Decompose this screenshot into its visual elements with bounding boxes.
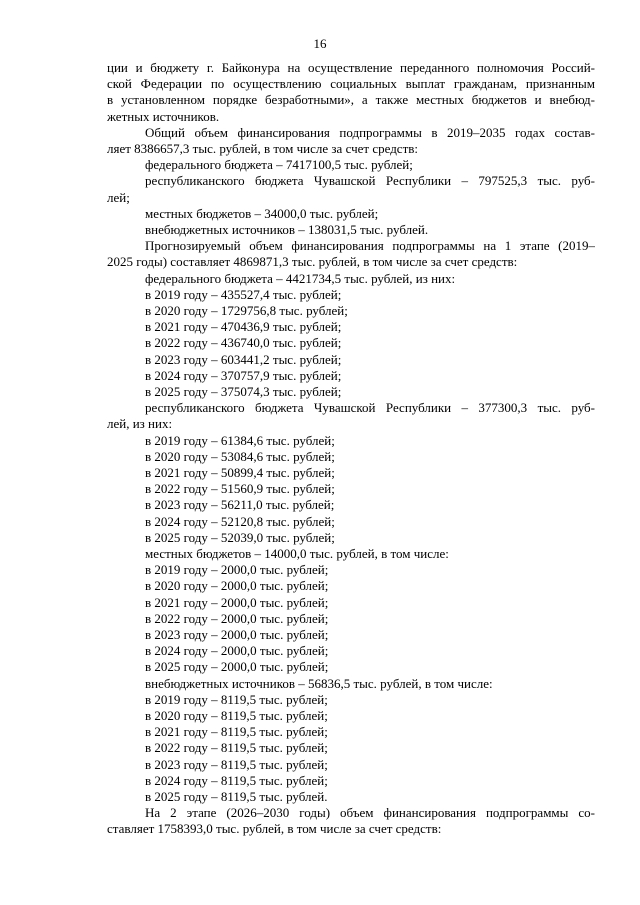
text-line: в 2020 году – 1729756,8 тыс. рублей; bbox=[145, 302, 348, 318]
text-line: в 2025 году – 375074,3 тыс. рублей; bbox=[145, 383, 342, 399]
document-body bbox=[107, 60, 595, 838]
text-line: в 2021 году – 470436,9 тыс. рублей; bbox=[145, 319, 342, 335]
text-line: в 2019 году – 61384,6 тыс. рублей; bbox=[145, 432, 335, 448]
text-line: 2025 годы) составляет 4869871,3 тыс. рублей, в том числе за счет средств: bbox=[107, 254, 518, 270]
text-line: в 2022 году – 436740,0 тыс. рублей; bbox=[145, 335, 342, 351]
text-line: в 2025 году – 8119,5 тыс. рублей. bbox=[145, 789, 328, 805]
text-line: в 2023 году – 8119,5 тыс. рублей; bbox=[145, 756, 328, 772]
text-line: ции и бюджету г. Байконура на осуществление переданного полномочия Россий- bbox=[107, 60, 595, 75]
text-line: в 2022 году – 2000,0 тыс. рублей; bbox=[145, 610, 329, 626]
text-line: лей, из них: bbox=[107, 416, 173, 432]
text-line: ляет 8386657,3 тыс. рублей, в том числе за счет средств: bbox=[107, 140, 419, 156]
text-line: в 2020 году – 8119,5 тыс. рублей; bbox=[145, 708, 328, 724]
text-line: лей; bbox=[107, 189, 130, 205]
text-line: в 2024 году – 370757,9 тыс. рублей; bbox=[145, 367, 342, 383]
text-line: в 2022 году – 8119,5 тыс. рублей; bbox=[145, 740, 328, 756]
text-line: в 2023 году – 603441,2 тыс. рублей; bbox=[145, 351, 342, 367]
text-line: в 2020 году – 53084,6 тыс. рублей; bbox=[145, 448, 335, 464]
text-line: в 2019 году – 435527,4 тыс. рублей; bbox=[145, 286, 342, 302]
text-line: в 2019 году – 8119,5 тыс. рублей; bbox=[145, 691, 328, 707]
text-line: в 2023 году – 56211,0 тыс. рублей; bbox=[145, 497, 335, 513]
text-line: в 2023 году – 2000,0 тыс. рублей; bbox=[145, 627, 329, 642]
text-line: в 2024 году – 8119,5 тыс. рублей; bbox=[145, 772, 328, 788]
text-line: внебюджетных источников – 56836,5 тыс. рублей, в том числе: bbox=[145, 675, 493, 691]
text-line: в 2025 году – 2000,0 тыс. рублей; bbox=[145, 659, 329, 675]
text-line: в 2025 году – 52039,0 тыс. рублей; bbox=[145, 529, 335, 545]
text-line: федерального бюджета – 4421734,5 тыс. рублей, из них: bbox=[145, 270, 456, 286]
text-line: республиканского бюджета Чувашской Республики – 377300,3 тыс. руб- bbox=[145, 400, 595, 416]
page-number: 16 bbox=[313, 36, 327, 51]
text-line: в 2021 году – 8119,5 тыс. рублей; bbox=[145, 724, 328, 740]
text-line: в 2021 году – 2000,0 тыс. рублей; bbox=[145, 594, 329, 610]
text-line: жетных источников. bbox=[107, 108, 220, 124]
text-line: федерального бюджета – 7417100,5 тыс. рублей; bbox=[145, 157, 413, 173]
text-line: ставляет 1758393,0 тыс. рублей, в том числе за счет средств: bbox=[107, 821, 442, 837]
text-line: Общий объем финансирования подпрограммы в 2019–2035 годах состав- bbox=[145, 124, 595, 140]
text-line: местных бюджетов – 34000,0 тыс. рублей; bbox=[145, 205, 379, 221]
text-line: в 2020 году – 2000,0 тыс. рублей; bbox=[145, 578, 329, 594]
text-line: Прогнозируемый объем финансирования подпрограммы на 1 этапе (2019– bbox=[145, 238, 595, 254]
text-line: в 2024 году – 2000,0 тыс. рублей; bbox=[145, 643, 329, 659]
text-line: в 2022 году – 51560,9 тыс. рублей; bbox=[145, 481, 335, 497]
text-line: в 2021 году – 50899,4 тыс. рублей; bbox=[145, 464, 335, 480]
text-line: местных бюджетов – 14000,0 тыс. рублей, в том числе: bbox=[145, 545, 449, 561]
text-line: в установленном порядке безработными», а также местных бюджетов и внебюд- bbox=[107, 92, 595, 108]
text-line: в 2024 году – 52120,8 тыс. рублей; bbox=[145, 513, 335, 529]
text-line: ской Федерации по осуществлению социальных выплат гражданам, признанным bbox=[107, 76, 595, 92]
text-line: внебюджетных источников – 138031,5 тыс. рублей. bbox=[145, 221, 429, 237]
text-line: в 2019 году – 2000,0 тыс. рублей; bbox=[145, 562, 329, 578]
text-line: республиканского бюджета Чувашской Республики – 797525,3 тыс. руб- bbox=[145, 173, 595, 189]
text-line: На 2 этапе (2026–2030 годы) объем финансирования подпрограммы со- bbox=[145, 805, 595, 821]
